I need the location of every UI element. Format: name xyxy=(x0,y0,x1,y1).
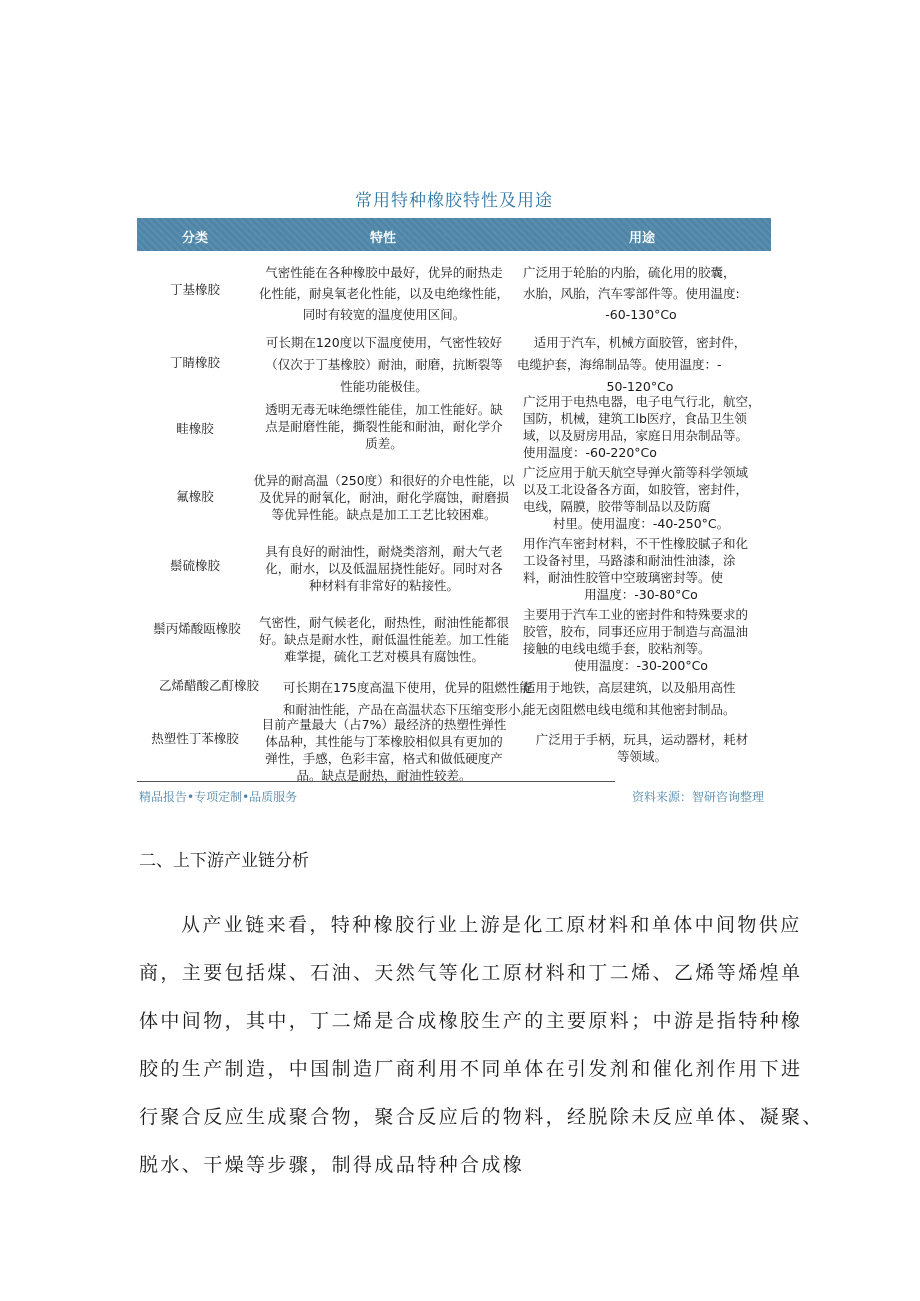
table-bottom-rule xyxy=(137,781,615,782)
row-property: 可长期在175度高温下使用，优异的阻燃性能 和耐油性能，产品在高温状态下压缩变形小。 xyxy=(283,680,534,717)
row-use: 广泛用于手柄，玩具，运动器材，耗材 等领域。 xyxy=(535,732,749,764)
row-use: 广泛用于电热电器，电子电气行北，航空， 国防，机械，建筑工lb医疗，食品卫生领 域，以及厨房用品，家庭日用杂制品等。 使用温度：-60-220°Co xyxy=(523,394,761,460)
row-property: 优异的耐高温（250度）和很好的介电性能，以 及优异的耐氧化，耐油，耐化学腐蚀，耐磨损 等优异性能。缺点是加工工艺比较困难。 xyxy=(253,473,515,522)
row-category: 乙烯醋酸乙酊橡胶 xyxy=(159,678,260,693)
section-heading: 二、上下游产业链分析 xyxy=(139,851,309,871)
row-property: 目前产量最大（占7%）最经济的热塑性弹性 体品种，其性能与丁苯橡胶相似具有更加的 弹性，手感，色彩丰富，格式和做低硬度产 品。缺点是耐热，耐油性较差。 xyxy=(261,717,507,783)
header-property: 特性 xyxy=(369,231,396,246)
row-category: 氟橡胶 xyxy=(176,489,214,504)
row-property: 气密性能在各种橡胶中最好，优异的耐热走 化性能，耐臭氧老化性能，以及电绝缘性能， 同时有较宽的温度使用区间。 xyxy=(258,265,509,322)
table-source-note: 资料来源：智研咨询整理 xyxy=(631,790,764,804)
row-category: 热塑性丁苯橡胶 xyxy=(151,731,239,746)
header-use: 用途 xyxy=(628,231,655,246)
table-row xyxy=(137,332,771,392)
table-row xyxy=(137,606,771,673)
row-property: 可长期在120度以下温度使用，气密性较好 （仅次于丁基橡胶）耐油，耐磨，抗断裂等 性能功能极佳。 xyxy=(265,335,503,394)
table-row xyxy=(137,677,771,717)
table-header xyxy=(137,218,771,251)
header-category: 分类 xyxy=(181,231,208,246)
row-category: 丁睛橡胶 xyxy=(169,355,220,370)
row-use: 广泛应用于航天航空导弹火箭等科学领域 以及工北设备各方面，如胶管，密封件， 电线，隔膜，胶带等制品以及防腐 村里。使用温度：-40-250°C。 xyxy=(523,465,749,531)
row-property: 气密性，耐气候老化，耐热性，耐油性能都很 好。缺点是耐水性，耐低温性能差。加工性能 难掌提，硫化工艺对模具有腐蚀性。 xyxy=(258,615,509,664)
row-property: 具有良好的耐油性，耐烧类溶剂，耐大气老 化，耐水，以及低温屈挠性能好。同时对各 种材料有非常好的粘接性。 xyxy=(265,544,503,593)
row-use: 广泛用于轮胎的内胎，硫化用的胶囊， 水胎，风胎，汽车零部件等。使用温度: -60-130°Co xyxy=(523,265,740,322)
table-row xyxy=(137,464,771,531)
table-title: 常用特种橡胶特性及用途 xyxy=(355,191,553,211)
row-use: 主要用于汽车工业的密封件和特殊要求的 胶管，胶布，同事还应用于制造与高温油 接触的电线电缆手套，胶粘剂等。 使用温度：-30-200°Co xyxy=(523,607,749,673)
row-use: 适用于汽车，机械方面胶管，密封件， 电缆护套，海绵制品等。使用温度：- 50-120°Co xyxy=(517,335,747,394)
row-category: 鬃硫橡胶 xyxy=(169,558,220,573)
table-row xyxy=(137,535,771,602)
body-paragraph: 从产业链来看，特种橡胶行业上游是化工原材料和单体中间物供应 商，主要包括煤、石油、天然气等化工原材料和丁二烯、乙烯等烯煌单 体中间物，其中，丁二烯是合成橡胶生产的主要原料；中游是指特种橡 胶的生产制造，中国制造厂商利用不同单体在引发剂和催化剂作用下进 行聚合反应生成聚合物，聚合反应后的物料，经脱除未反应单体、凝聚、 脱水、干燥等步骤，制得成品特种合成橡 xyxy=(139,914,824,1176)
table-row xyxy=(137,393,771,460)
row-category: 丁基橡胶 xyxy=(169,282,220,297)
row-category: 鬃丙烯酸瓯橡胶 xyxy=(153,621,241,636)
row-property: 透明无毒无味绝缥性能佳，加工性能好。缺 点是耐磨性能，撕裂性能和耐油，耐化学介 质差。 xyxy=(265,402,503,451)
table-footer-tagline: 精品报告•专项定制•品质服务 xyxy=(139,790,298,804)
table-row xyxy=(137,262,771,322)
row-use: 适用于地铁，高层建筑，以及船用高性 能无卤阻燃电线电缆和其他密封制品。 xyxy=(523,680,736,717)
table-row xyxy=(137,716,771,783)
row-use: 用作汽车密封材料，不干性橡胶腻子和化 工设备衬里，马路漆和耐油性油漆，涂 料，耐油性胶管中空玻璃密封等。使 用温度：-30-80°Co xyxy=(523,536,749,602)
row-category: 畦橡胶 xyxy=(176,421,214,436)
